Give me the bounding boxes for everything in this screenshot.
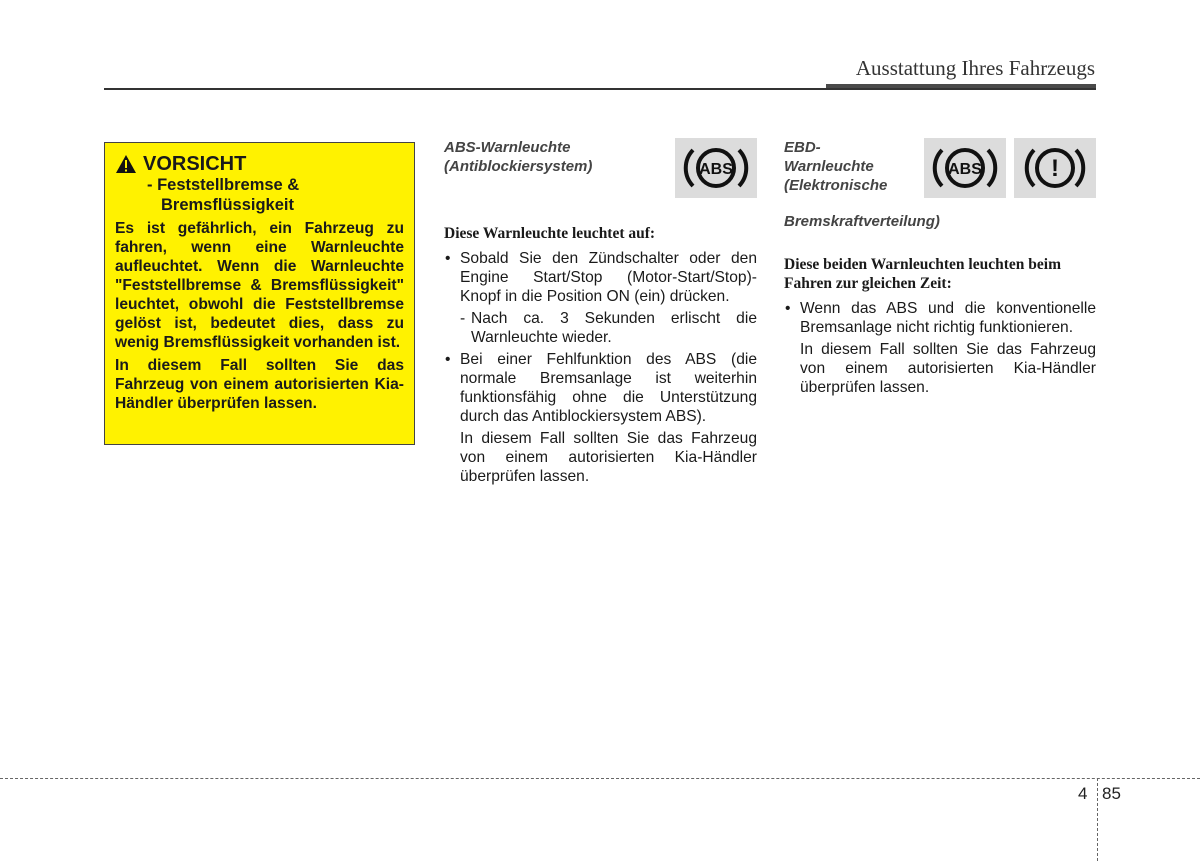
abs-section-head bbox=[444, 138, 757, 198]
abs-sub-text: Nach ca. 3 Sekunden erlischt die Warnleuchte wieder. bbox=[471, 310, 757, 346]
ebd-title-line3: (Elektronische bbox=[784, 177, 888, 194]
brake-warning-icon bbox=[1022, 144, 1088, 192]
ebd-section-title bbox=[784, 138, 887, 195]
caution-paragraph-2: In diesem Fall sollten Sie das Fahrzeug von einem autorisierten Kia-Händler überprüfen lassen. bbox=[115, 357, 404, 412]
ebd-abs-lamp bbox=[924, 138, 1006, 198]
abs-warning-icon bbox=[683, 144, 749, 192]
footer-dashed-rule bbox=[0, 778, 1200, 779]
abs-paragraph: In diesem Fall sollten Sie das Fahrzeug von einem autorisierten Kia-Händler überprüfen lassen. bbox=[460, 430, 757, 485]
warning-triangle-icon bbox=[115, 154, 137, 174]
ebd-title-line4: Bremskraftverteilung) bbox=[784, 213, 940, 230]
page-number: 85 bbox=[1102, 784, 1121, 803]
caution-body bbox=[115, 219, 404, 413]
abs-bullet-1: • Sobald Sie den Zündschalter oder den Engine Start/Stop (Motor-Start/Stop)-Knopf in die Position ON (ein) drücken. bbox=[444, 249, 757, 306]
abs-title-line1: ABS-Warnleuchte bbox=[444, 139, 571, 156]
abs-bullet-list bbox=[444, 249, 757, 306]
running-header-title: Ausstattung Ihres Fahrzeugs bbox=[855, 56, 1095, 80]
ebd-bullet-1: • Wenn das ABS und die konventionelle Bremsanlage nicht richtig funktionieren. bbox=[784, 299, 1096, 337]
caution-paragraph-1: Es ist gefährlich, ein Fahrzeug zu fahren, wenn eine Warnleuchte aufleuchtet. Wenn die Warnleuchte "Feststellbremse & Bremsflüssigkeit" leuchtet, obwohl die Feststellbremse gelöst ist, bedeutet dies, dass zu wenig Bremsflüssigkeit vorhanden ist. bbox=[115, 220, 404, 351]
footer-vertical-rule bbox=[1097, 778, 1098, 861]
abs-warning-lamp bbox=[675, 138, 757, 198]
caution-subtitle-line2: Bremsflüssigkeit bbox=[161, 196, 294, 214]
brake-icon-text: ! bbox=[1051, 155, 1059, 182]
abs-title-line2: (Antiblockiersystem) bbox=[444, 158, 593, 175]
ebd-bullet-list bbox=[784, 299, 1096, 337]
abs-section-title bbox=[444, 138, 592, 176]
ebd-section-head bbox=[784, 138, 1096, 198]
ebd-paragraph: In diesem Fall sollten Sie das Fahrzeug von einem autorisierten Kia-Händler überprüfen lassen. bbox=[800, 341, 1096, 396]
abs-sub-item bbox=[444, 309, 757, 347]
abs-bullet-2: • Bei einer Fehlfunktion des ABS (die normale Bremsanlage ist weiterhin funktionsfähig ohne die Unterstützung durch das Antiblockiersystem ABS). bbox=[444, 350, 757, 426]
caution-subtitle bbox=[147, 175, 404, 215]
abs-lead: Diese Warnleuchte leuchtet auf: bbox=[444, 225, 656, 242]
ebd-section bbox=[784, 138, 1096, 397]
chapter-number: 4 bbox=[1078, 784, 1088, 803]
ebd-abs-icon-text: ABS bbox=[948, 161, 982, 178]
header-rule bbox=[104, 88, 1096, 90]
abs-icon-text: ABS bbox=[699, 161, 733, 178]
ebd-lamps bbox=[924, 138, 1096, 198]
ebd-title-line1: EBD- bbox=[784, 139, 821, 156]
abs-warning-icon bbox=[932, 144, 998, 192]
ebd-brake-lamp bbox=[1014, 138, 1096, 198]
caution-subtitle-line1: - Feststellbremse & bbox=[147, 176, 300, 194]
ebd-lead: Diese beiden Warnleuchten leuchten beim Fahren zur gleichen Zeit: bbox=[784, 256, 1061, 292]
caution-box bbox=[104, 142, 415, 445]
ebd-title-line2: Warnleuchte bbox=[784, 158, 874, 175]
caution-heading bbox=[115, 153, 404, 175]
abs-section bbox=[444, 138, 757, 486]
abs-bullet-list-2 bbox=[444, 350, 757, 426]
caution-title: VORSICHT bbox=[143, 153, 247, 175]
abs-sub-dash: - bbox=[460, 310, 466, 327]
